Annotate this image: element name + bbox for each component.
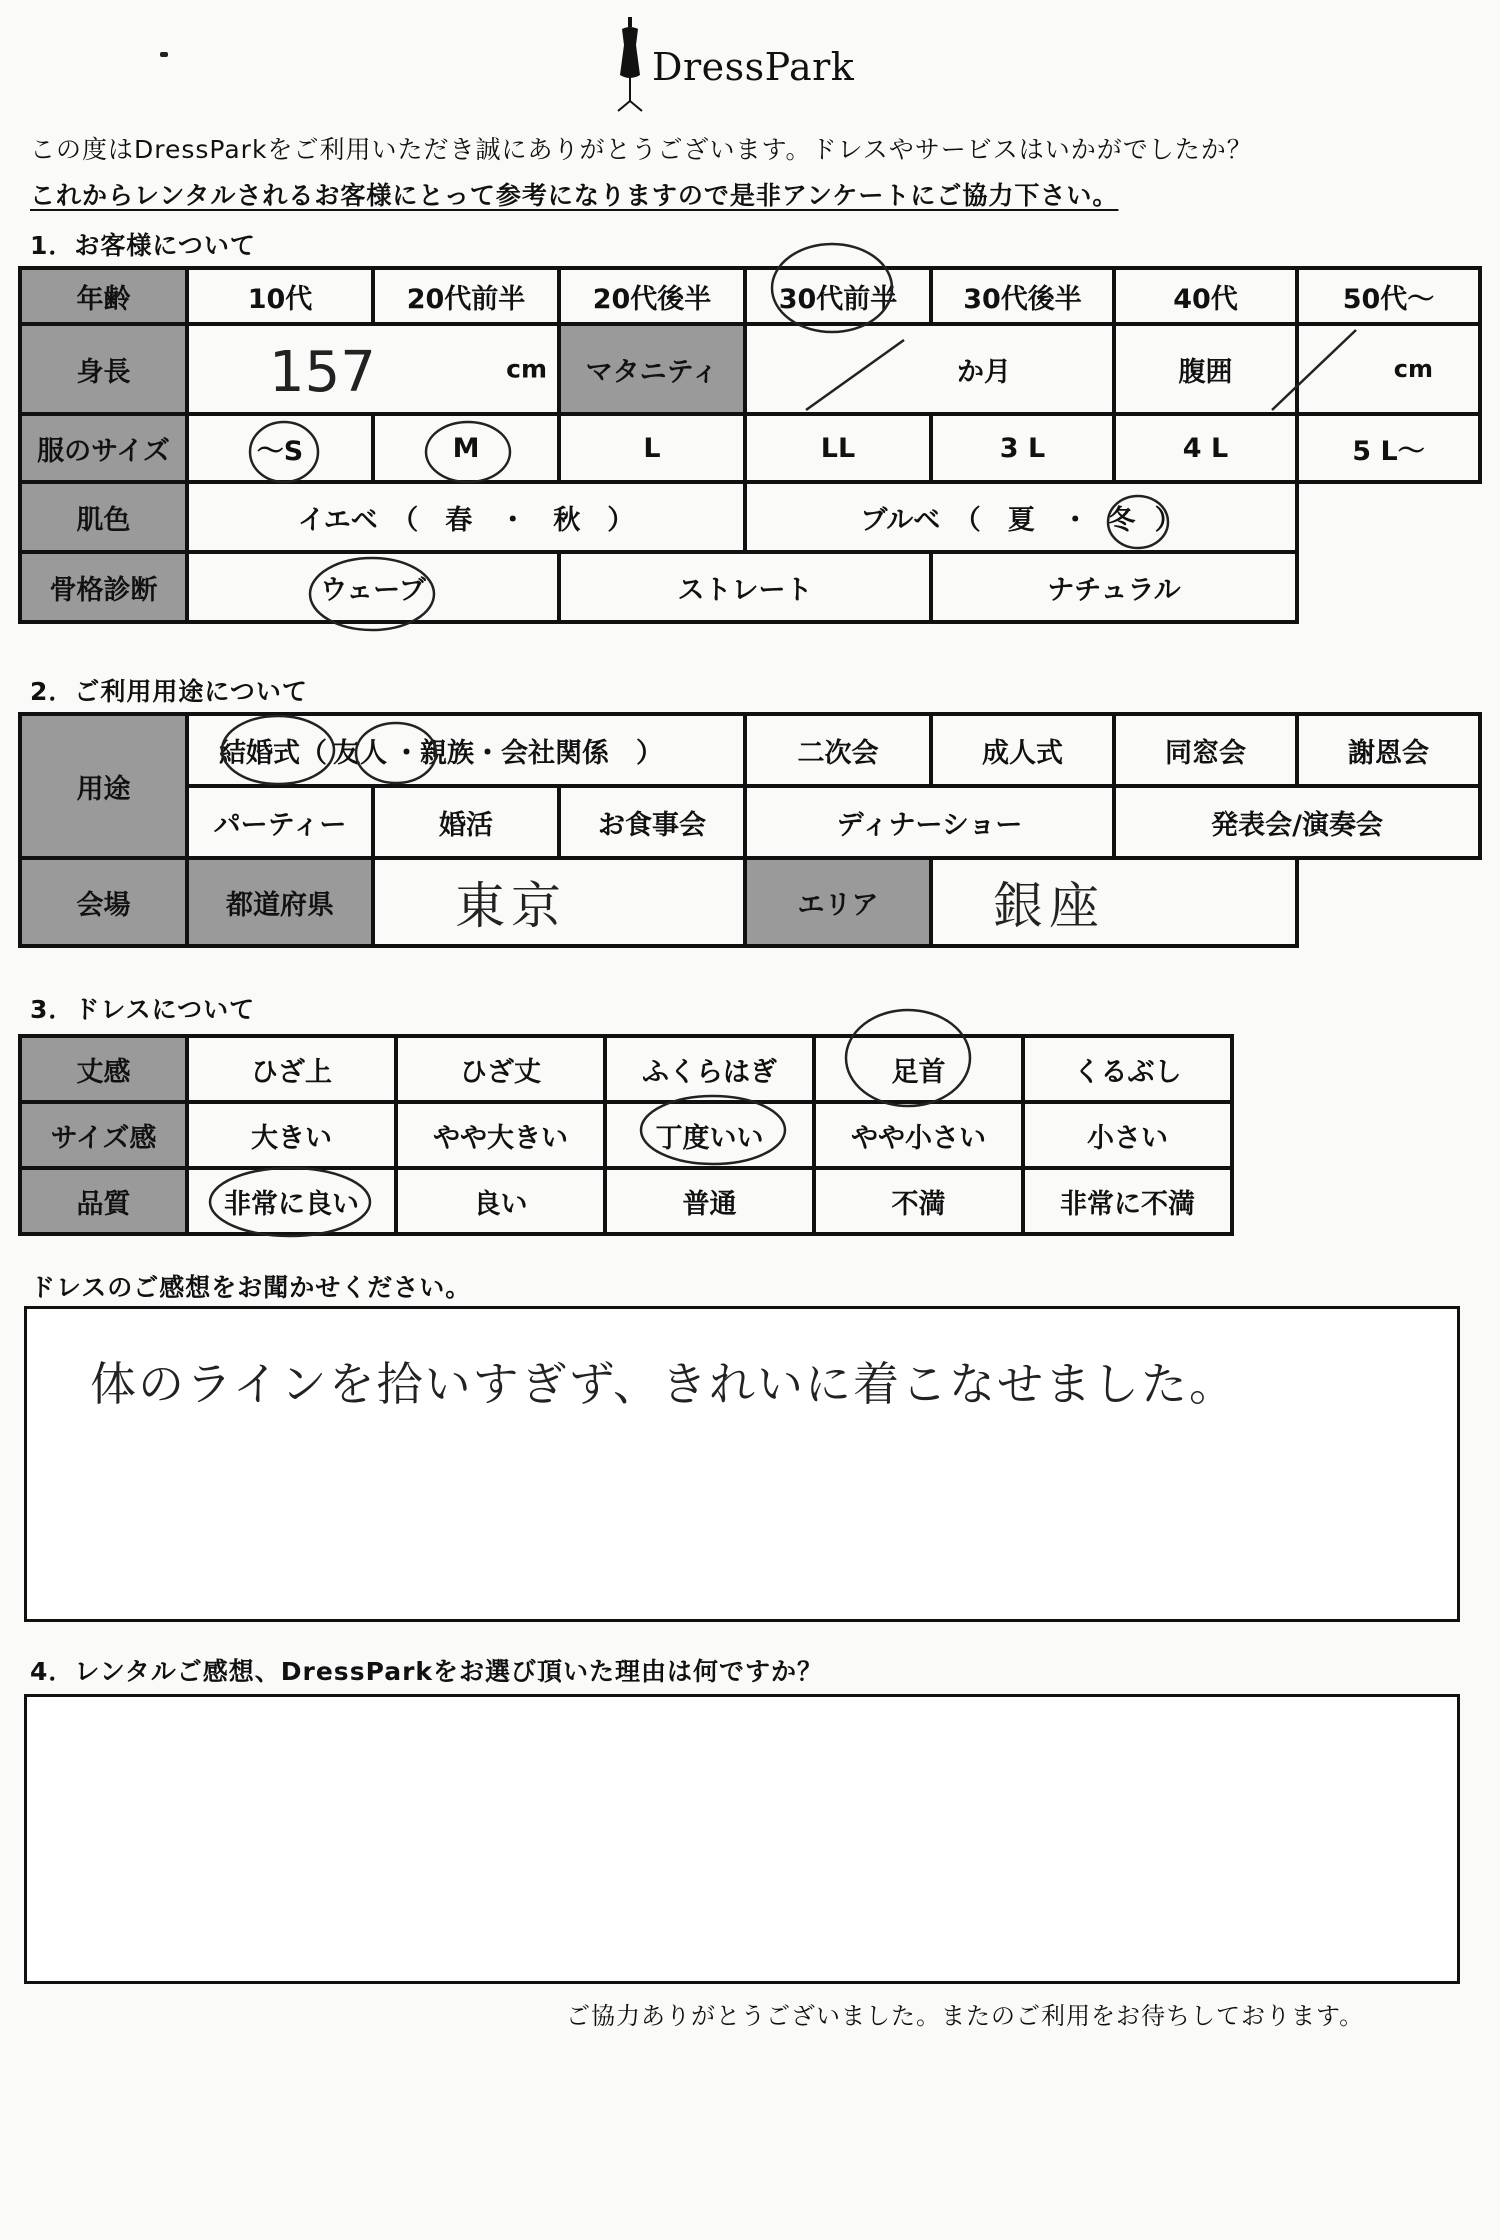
quality-option[interactable]: 良い [396, 1168, 605, 1234]
section-2-title: 2．ご利用用途について [30, 677, 308, 706]
size-option[interactable]: 5 L～ [1297, 414, 1480, 482]
length-label: 丈感 [20, 1036, 187, 1102]
friend-selected[interactable]: 友人 [333, 737, 387, 769]
skin-blue-prefix: ブルベ （ 夏 ・ [860, 504, 1089, 536]
use-option[interactable]: ディナーショー [745, 786, 1114, 858]
usage-table [18, 712, 1482, 948]
use-option[interactable]: 謝恩会 [1297, 714, 1480, 786]
size-option[interactable]: L [559, 414, 745, 482]
skin-blue-winter-selected[interactable]: 冬 [1108, 504, 1136, 536]
frame-option-selected[interactable]: ウェーブ [187, 552, 559, 622]
fit-option[interactable]: やや大きい [396, 1102, 605, 1168]
age-option[interactable]: 10代 [187, 268, 373, 324]
empty-cell [1297, 552, 1480, 622]
wedding-rest: ・親族・会社関係 ） [393, 737, 663, 769]
use-option[interactable]: パーティー [187, 786, 373, 858]
maternity-unit: か月 [957, 357, 1011, 388]
dresspark-logo [610, 15, 910, 95]
length-option-selected[interactable]: 足首 [814, 1036, 1023, 1102]
wedding-paren: （ [300, 737, 327, 769]
frame-label: 骨格診断 [20, 552, 187, 622]
section-4-title: 4．レンタルご感想、DressParkをお選び頂いた理由は何ですか？ [30, 1657, 824, 1686]
skin-yellow-option[interactable]: イエベ （ 春 ・ 秋 ） [187, 482, 745, 552]
dress-table [18, 1034, 1234, 1236]
quality-option-selected[interactable]: 非常に良い [187, 1168, 396, 1234]
intro-line-1: この度はDressParkをご利用いただき誠にありがとうございます。ドレスやサービスはいかがでしたか？ [30, 135, 1253, 164]
age-label: 年齢 [20, 268, 187, 324]
logo-text: DressPark [652, 45, 855, 89]
use-option[interactable]: 二次会 [745, 714, 931, 786]
area-field[interactable] [931, 858, 1297, 946]
area-label: エリア [745, 858, 931, 946]
fit-option-selected[interactable]: 丁度いい [605, 1102, 814, 1168]
age-option[interactable]: 40代 [1114, 268, 1297, 324]
size-option-selected[interactable]: ～S [187, 414, 373, 482]
use-option[interactable]: 成人式 [931, 714, 1114, 786]
area-value: 銀座 [993, 877, 1106, 935]
prefecture-label: 都道府県 [187, 858, 373, 946]
section-3-title: 3．ドレスについて [30, 995, 256, 1024]
waist-label: 腹囲 [1114, 324, 1297, 414]
use-option[interactable]: 発表会/演奏会 [1114, 786, 1480, 858]
length-option[interactable]: くるぶし [1023, 1036, 1232, 1102]
waist-field[interactable] [1297, 324, 1480, 414]
quality-option[interactable]: 不満 [814, 1168, 1023, 1234]
empty-cell [1297, 482, 1480, 552]
use-label: 用途 [20, 714, 187, 858]
customer-table [18, 266, 1482, 624]
scan-speck [160, 52, 168, 57]
prefecture-value: 東京 [455, 877, 567, 935]
height-value: 157 [269, 340, 376, 405]
closing-message: ご協力ありがとうございました。またのご利用をお待ちしております。 [566, 2002, 1365, 2030]
age-option[interactable]: 50代～ [1297, 268, 1480, 324]
dress-comment-prompt: ドレスのご感想をお聞かせください。 [30, 1273, 472, 1302]
quality-option[interactable]: 非常に不満 [1023, 1168, 1232, 1234]
skin-label: 肌色 [20, 482, 187, 552]
venue-label: 会場 [20, 858, 187, 946]
size-option[interactable]: 3 L [931, 414, 1114, 482]
size-option-selected[interactable]: M [373, 414, 559, 482]
age-option[interactable]: 20代後半 [559, 268, 745, 324]
fit-option[interactable]: やや小さい [814, 1102, 1023, 1168]
skin-blue-option[interactable] [745, 482, 1297, 552]
quality-label: 品質 [20, 1168, 187, 1234]
height-unit: cm [506, 354, 547, 384]
length-option[interactable]: ふくらはぎ [605, 1036, 814, 1102]
frame-option[interactable]: ストレート [559, 552, 931, 622]
age-option[interactable]: 30代後半 [931, 268, 1114, 324]
length-option[interactable]: ひざ丈 [396, 1036, 605, 1102]
wedding-option[interactable] [187, 714, 745, 786]
frame-option[interactable]: ナチュラル [931, 552, 1297, 622]
waist-unit: cm [1393, 355, 1433, 383]
size-option[interactable]: LL [745, 414, 931, 482]
dress-comment-value: 体のラインを拾いすぎず、きれいに着こなせました。 [90, 1357, 1237, 1411]
quality-option[interactable]: 普通 [605, 1168, 814, 1234]
size-option[interactable]: 4 L [1114, 414, 1297, 482]
use-option[interactable]: 婚活 [373, 786, 559, 858]
height-field[interactable] [187, 324, 559, 414]
fit-label: サイズ感 [20, 1102, 187, 1168]
prefecture-field[interactable] [373, 858, 745, 946]
fit-option[interactable]: 大きい [187, 1102, 396, 1168]
size-label: 服のサイズ [20, 414, 187, 482]
dress-form-icon [610, 15, 650, 115]
wedding-selected[interactable]: 結婚式 [219, 737, 300, 769]
intro-line-2: これからレンタルされるお客様にとって参考になりますので是非アンケートにご協力下さい。 [30, 181, 1119, 210]
maternity-field[interactable] [745, 324, 1114, 414]
age-option-selected[interactable]: 30代前半 [745, 268, 931, 324]
age-option[interactable]: 20代前半 [373, 268, 559, 324]
reason-answer-box[interactable] [24, 1694, 1460, 1984]
maternity-label: マタニティ [559, 324, 745, 414]
height-label: 身長 [20, 324, 187, 414]
skin-blue-suffix: ） [1154, 504, 1182, 536]
fit-option[interactable]: 小さい [1023, 1102, 1232, 1168]
section-1-title: 1．お客様について [30, 231, 256, 260]
length-option[interactable]: ひざ上 [187, 1036, 396, 1102]
empty-cell [1297, 858, 1480, 946]
use-option[interactable]: 同窓会 [1114, 714, 1297, 786]
use-option[interactable]: お食事会 [559, 786, 745, 858]
